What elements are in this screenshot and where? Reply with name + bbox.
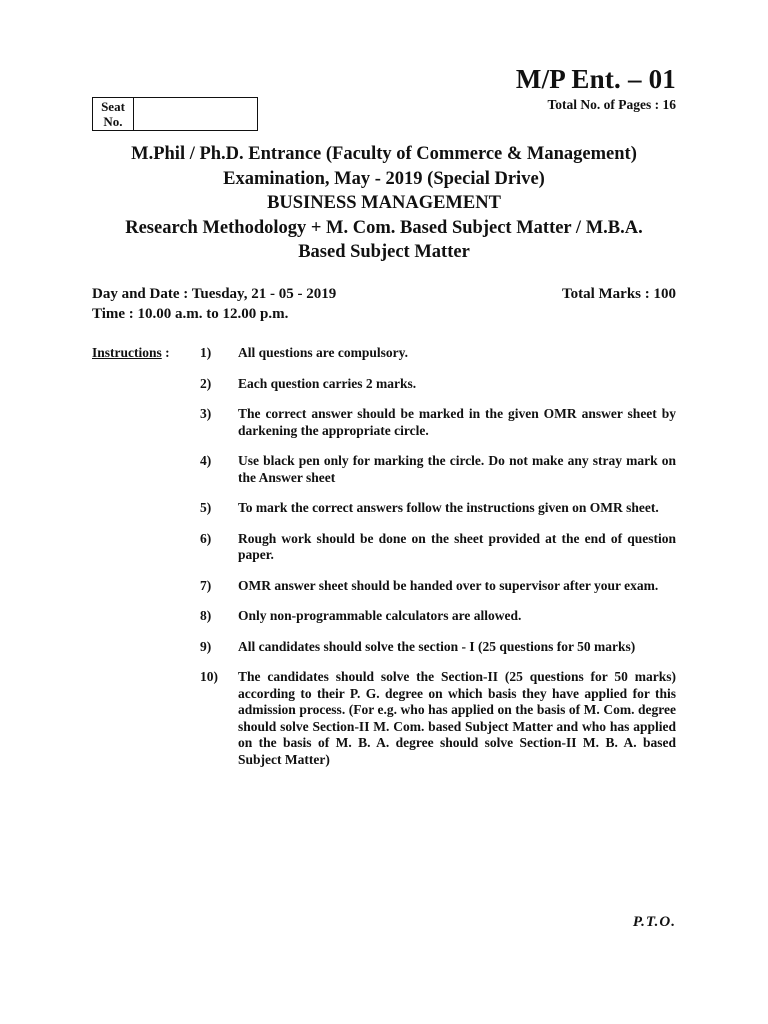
exam-meta-row [92, 286, 676, 303]
instruction-text: To mark the correct answers follow the instructions given on OMR sheet. [238, 500, 659, 515]
instruction-text: The correct answer should be marked in the given OMR answer sheet by darkening the appropriate circle. [238, 406, 676, 438]
instruction-number: 6) [200, 530, 212, 546]
instruction-number: 8) [200, 608, 212, 623]
seat-number-value [134, 98, 257, 130]
instruction-item [200, 376, 676, 393]
instructions-list [200, 345, 676, 782]
title-line-4: Research Methodology + M. Com. Based Subject Matter / M.B.A. [125, 217, 643, 238]
title-line-2: Examination, May - 2019 (Special Drive) [223, 168, 545, 189]
title-line-5: Based Subject Matter [298, 242, 470, 262]
instruction-text: OMR answer sheet should be handed over to supervisor after your exam. [238, 577, 659, 593]
instruction-text: Each question carries 2 marks. [238, 375, 417, 391]
instruction-item [200, 345, 676, 362]
instruction-text: The candidates should solve the Section-II (25 questions for 50 marks) according to their P. G. degree on which basis they have applied for this admission process. (For e.g. who has applied on the basis of M. Com. degree should solve Section-II M. Com. based Subject Matter and who has applied on the basis of M. B. A. degree should solve Section-II M. B. A. based Subject Matter) [238, 669, 676, 767]
instruction-text: All questions are compulsory. [238, 345, 409, 360]
title-line-1: M.Phil / Ph.D. Entrance (Faculty of Commerce & Management) [131, 144, 637, 164]
day-and-date: Day and Date : Tuesday, 21 - 05 - 2019 [92, 286, 337, 302]
title-line-3: BUSINESS MANAGEMENT [267, 193, 501, 213]
instruction-text: Use black pen only for marking the circle. Do not make any stray mark on the Answer sheet [238, 453, 676, 485]
instructions-heading [92, 345, 170, 361]
total-pages: Total No. of Pages : 16 [547, 97, 676, 112]
instruction-text: Only non-programmable calculators are allowed. [238, 608, 522, 623]
instructions-separator: : [161, 345, 170, 360]
instruction-number: 2) [200, 375, 212, 391]
instruction-item [200, 608, 676, 625]
instruction-number: 3) [200, 406, 212, 421]
paper-code: M/P Ent. – 01 [515, 64, 676, 94]
instruction-item [200, 500, 676, 517]
total-marks: Total Marks : 100 [561, 286, 676, 302]
instruction-number: 9) [200, 638, 212, 654]
instruction-item [200, 578, 676, 595]
seat-number-box [92, 97, 258, 131]
exam-title [60, 142, 708, 265]
instruction-number: 4) [200, 453, 212, 468]
instruction-item [200, 669, 676, 768]
seat-number-label: Seat No. [93, 98, 134, 130]
instruction-text: All candidates should solve the section - I (25 questions for 50 marks) [238, 638, 636, 654]
instruction-text: Rough work should be done on the sheet provided at the end of question paper. [238, 530, 676, 562]
instructions-label: Instructions [92, 345, 162, 360]
instruction-item [200, 639, 676, 656]
instruction-number: 5) [200, 500, 212, 515]
instruction-number: 1) [200, 345, 212, 360]
instruction-number: 7) [200, 577, 212, 593]
instruction-item [200, 453, 676, 486]
instruction-item [200, 406, 676, 439]
instruction-number: 10) [200, 669, 218, 684]
please-turn-over: P.T.O. [632, 914, 676, 930]
instruction-item [200, 531, 676, 564]
exam-time: Time : 10.00 a.m. to 12.00 p.m. [92, 306, 289, 322]
